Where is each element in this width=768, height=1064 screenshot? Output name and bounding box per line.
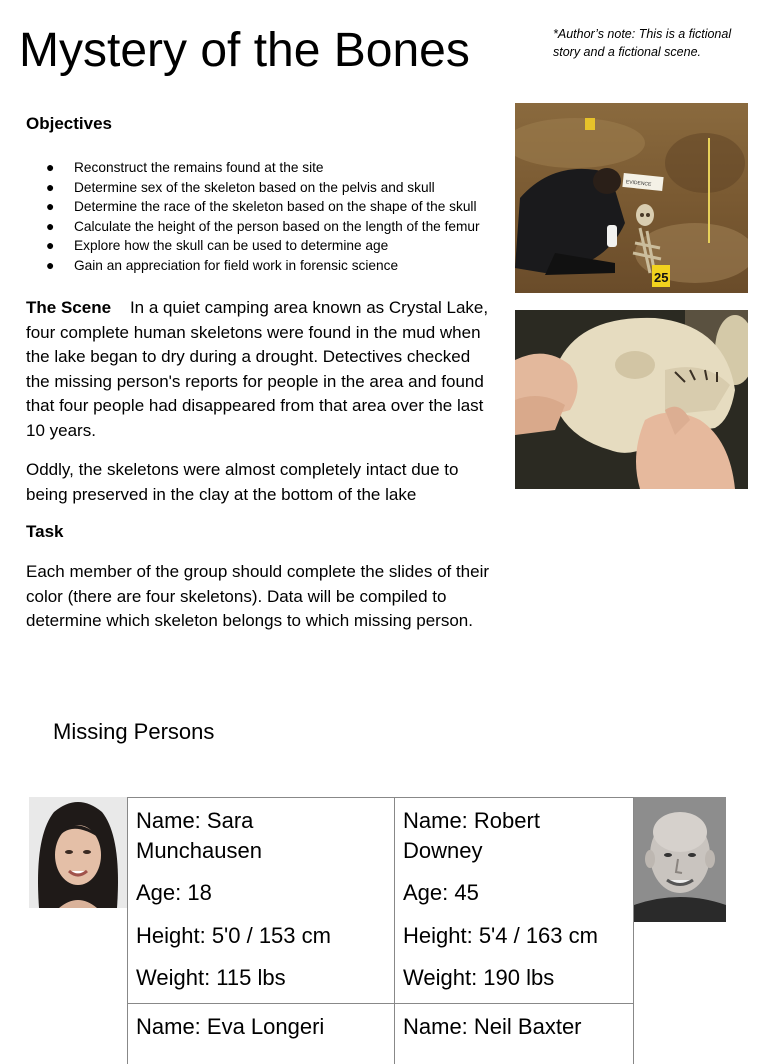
bullet-icon: ● [46, 198, 55, 214]
scene-label: The Scene [26, 298, 112, 317]
excavation-photo [515, 103, 748, 293]
bullet-icon: ● [46, 217, 55, 234]
task-heading: Task [26, 522, 64, 541]
person-card-eva [127, 1004, 394, 1064]
author-note: *Author’s note: This is a fictional story and a fictional scene. [553, 27, 732, 59]
bullet-icon: ● [46, 237, 55, 253]
list-item: ● Determine sex of the skeleton based on the pelvis and skull [74, 178, 554, 198]
bullet-icon: ● [46, 178, 55, 195]
person-weight: Weight: 190 lbs [403, 965, 555, 990]
missing-persons-heading: Missing Persons [53, 719, 215, 744]
person-height: Height: 5'0 / 153 cm [136, 922, 331, 948]
list-item: ● Gain an appreciation for field work in forensic science [74, 256, 554, 276]
person-card-robert [394, 798, 634, 1003]
evidence-marker: 25 [654, 270, 669, 285]
person-name: Name: Eva Longeri [136, 1014, 325, 1039]
person-card-neil [394, 1004, 634, 1064]
evidence-sign: EVIDENCE [625, 179, 652, 188]
list-item: ● Reconstruct the remains found at the site [74, 158, 554, 178]
person-age: Age: 45 [403, 880, 479, 905]
bullet-icon: ● [46, 256, 55, 273]
missing-persons-table [127, 797, 634, 1058]
person-card-sara [127, 798, 380, 1003]
objectives-heading: Objectives [26, 114, 112, 133]
person-age: Age: 18 [136, 880, 212, 905]
person-name: Name: Robert Downey [403, 808, 540, 863]
objectives-list [26, 158, 554, 275]
bullet-icon: ● [46, 159, 55, 175]
list-item: ● Calculate the height of the person based on the length of the femur [74, 217, 554, 237]
list-item: ● Determine the race of the skeleton based on the shape of the skull [74, 197, 554, 217]
person-weight: Weight: 115 lbs [136, 965, 286, 990]
portrait-robert [634, 797, 726, 922]
portrait-sara [29, 797, 127, 908]
list-item: ● Explore how the skull can be used to determine age [74, 236, 554, 256]
task-text: Each member of the group should complete the slides of their color (there are four skeletons). Data will be compiled to determine which skeleton belongs to which missing person. [26, 562, 490, 631]
person-height: Height: 5'4 / 163 cm [403, 922, 598, 948]
scene-paragraph-2: Oddly, the skeletons were almost completely intact due to being preserved in the clay at the bottom of the lake [26, 460, 459, 504]
person-name: Name: Sara Munchausen [136, 808, 262, 863]
scene-paragraph [26, 296, 496, 444]
page-title: Mystery of the Bones [19, 24, 470, 77]
scene-text: In a quiet camping area known as Crystal Lake, four complete human skeletons were found in the mud when the lake began to dry during a drought. Detectives checked the missing person's reports for people in the area and found that four people had disappeared from that area over the last 10 years. [26, 298, 489, 440]
person-name: Name: Neil Baxter [403, 1014, 582, 1039]
skull-photo [515, 310, 748, 489]
